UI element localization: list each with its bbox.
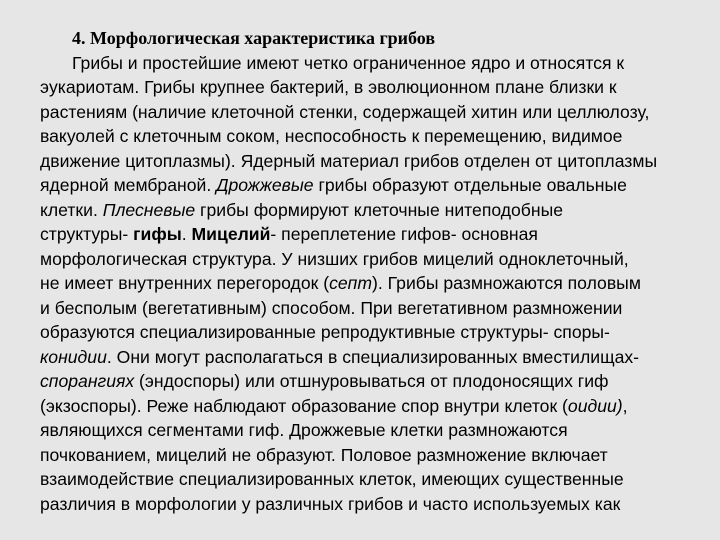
text-line: и бесполым (вегетативным) способом. При вегетативном размножении [40,297,623,318]
text-line: растениям (наличие клеточной стенки, содержащей хитин или целлюлозу, [40,101,650,122]
section-heading: 4. Морфологическая характеристика грибов [72,28,436,48]
text-line: являющихся сегментами гиф. Дрожжевые клетки размножаются [40,420,568,440]
term-mold: Плесневые [102,199,196,220]
text-line: различия в морфологии у различных грибов и часто используемых как [40,493,621,514]
document-body [40,26,700,516]
term-mycelium: Мицелий [191,224,271,244]
text-line: ядерной мембраной. Дрожжевые грибы образуют отдельные овальные [40,175,627,195]
text-line: движение цитоплазмы). Ядерный материал грибов отделен от цитоплазмы [40,150,658,171]
text-line: вакуолей с клеточным соком, неспособность к перемещению, видимое [40,126,623,146]
term-sporangia: спорангиях [40,371,135,391]
text-line: Грибы и простейшие имеют четко ограниченное ядро и относятся к [72,52,625,73]
text-line: почкованием, мицелий не образуют. Половое размножение включает [40,444,608,465]
text-line: эукариотам. Грибы крупнее бактерий, в эволюционном плане близки к [40,77,617,97]
term-septa: септ [329,273,372,293]
text-line: конидии. Они могут располагаться в специализированных вместилищах- [40,346,640,367]
text-line: не имеет внутренних перегородок (септ). Грибы размножаются половым [40,273,641,293]
term-oidia: оидии) [567,395,623,416]
text-line: спорангиях (эндоспоры) или отшнуровываться от плодоносящих гиф [40,371,609,391]
text-line: образуются специализированные репродуктивные структуры- споры- [40,322,610,342]
text-line: клетки. Плесневые грибы формируют клеточные нитеподобные [40,199,564,220]
text-line: морфологическая структура. У низших грибов мицелий одноклеточный, [40,248,629,269]
term-conidia: конидии [40,346,107,367]
term-yeast: Дрожжевые [216,175,314,195]
text-line: структуры- гифы. Мицелий- переплетение гифов- основная [40,224,538,244]
term-hyphae: гифы [133,224,182,244]
text-line: взаимодействие специализированных клеток, имеющих существенные [40,469,624,489]
text-line: (экзоспоры). Реже наблюдают образование спор внутри клеток (оидии), [40,395,628,416]
